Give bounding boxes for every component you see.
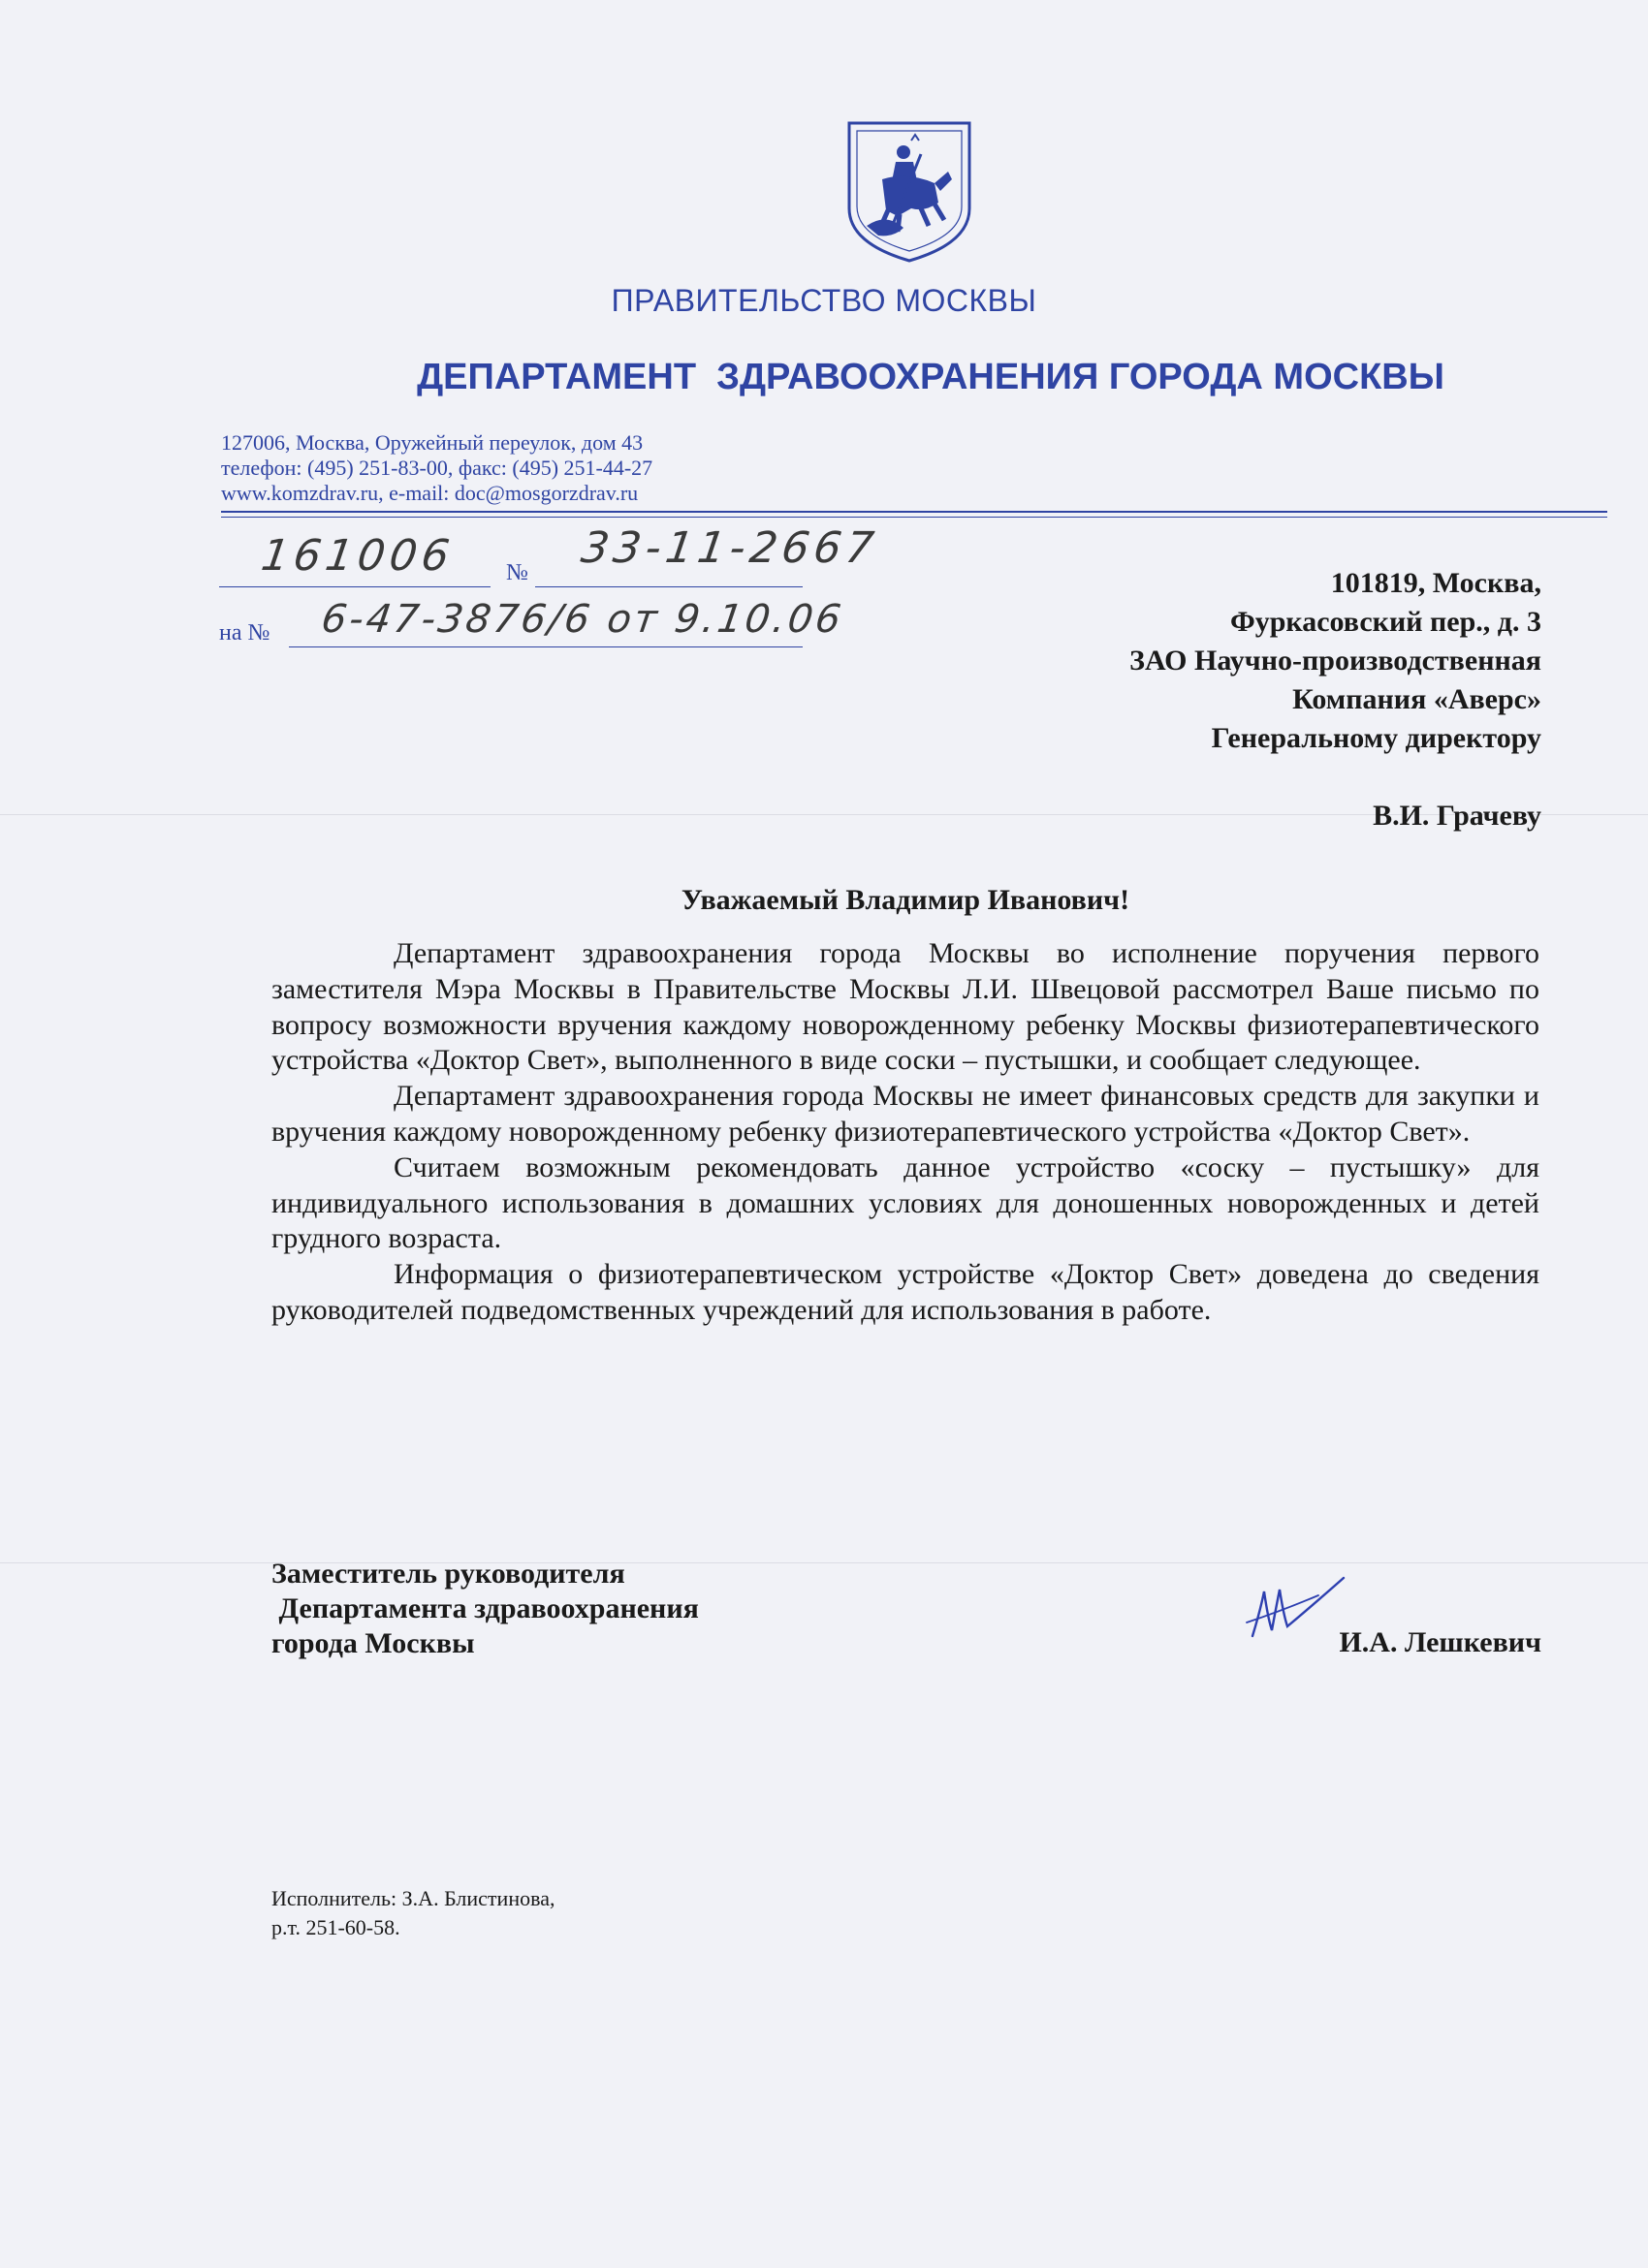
executor-info xyxy=(271,1884,555,1942)
date-field-line xyxy=(219,586,491,587)
addressee-block xyxy=(863,564,1541,835)
header-divider xyxy=(221,511,1607,513)
executor-phone: р.т. 251-60-58. xyxy=(271,1915,400,1939)
government-title: ПРАВИТЕЛЬСТВО МОСКВЫ xyxy=(611,283,1037,318)
paper-fold-line xyxy=(0,1562,1648,1563)
department-web: www.komzdrav.ru, e-mail: doc@mosgorzdrav.ru xyxy=(221,481,639,505)
addressee-line: Фуркасовский пер., д. 3 xyxy=(1229,606,1541,638)
addressee-line: Генеральному директору xyxy=(1211,722,1541,754)
body-paragraph: Департамент здравоохранения города Москвы во исполнение поручения первого заместителя Мэра Москвы в Правительстве Москвы Л.И. Швецовой рассмотрел Ваше письмо по вопросу возможности вручения каждому новорожденному ребенку Москвы физиотерапевтического устройства «Доктор Свет», выполненного в виде соски – пустышки, и сообщает следующее. xyxy=(271,937,1539,1077)
salutation: Уважаемый Владимир Иванович! xyxy=(681,884,1130,916)
department-address: 127006, Москва, Оружейный переулок, дом 43 xyxy=(221,430,644,455)
letter-body xyxy=(271,936,1539,1329)
addressee-line: 101819, Москва, xyxy=(1330,567,1541,599)
addressee-spacer xyxy=(863,758,1541,797)
reply-field-line xyxy=(289,646,803,647)
department-phones: телефон: (495) 251-83-00, факс: (495) 251-44-27 xyxy=(221,456,653,480)
department-title: ДЕПАРТАМЕНТ ЗДРАВООХРАНЕНИЯ ГОРОДА МОСКВЫ xyxy=(417,357,1444,397)
signatory-name: И.А. Лешкевич xyxy=(1339,1626,1541,1658)
signatory-title-line: города Москвы xyxy=(271,1627,475,1659)
handwritten-date: 161006 xyxy=(258,531,458,581)
addressee-line: Компания «Аверс» xyxy=(1292,683,1541,715)
moscow-coat-of-arms-icon xyxy=(843,119,975,265)
handwritten-number: 33-11-2667 xyxy=(578,523,882,573)
number-label: № xyxy=(506,560,528,585)
body-paragraph: Информация о физиотерапевтическом устройстве «Доктор Свет» доведена до сведения руководителей подведомственных учреждений для использования в работе. xyxy=(271,1258,1539,1326)
signatory-title-line: Департамента здравоохранения xyxy=(271,1592,699,1624)
header-divider xyxy=(221,517,1607,518)
addressee-line: ЗАО Научно-производственная xyxy=(1129,645,1541,677)
number-field-line xyxy=(535,586,803,587)
reply-number-label: на № xyxy=(219,620,270,646)
handwritten-signature xyxy=(1243,1572,1349,1650)
department-contacts xyxy=(221,430,803,506)
addressee-name: В.И. Грачеву xyxy=(1373,800,1541,832)
executor-name: Исполнитель: З.А. Блистинова, xyxy=(271,1886,555,1910)
signatory-title xyxy=(271,1557,699,1661)
body-paragraph: Считаем возможным рекомендовать данное устройство «соску – пустышку» для индивидуального использования в домашних условиях для доношенных новорожденных и детей грудного возраста. xyxy=(271,1150,1539,1255)
signatory-title-line: Заместитель руководителя xyxy=(271,1558,625,1590)
handwritten-reply-number: 6-47-3876/6 от 9.10.06 xyxy=(318,597,847,642)
body-paragraph: Департамент здравоохранения города Москвы не имеет финансовых средств для закупки и вручения каждому новорожденному ребенку физиотерапевтического устройства «Доктор Свет». xyxy=(271,1080,1539,1148)
